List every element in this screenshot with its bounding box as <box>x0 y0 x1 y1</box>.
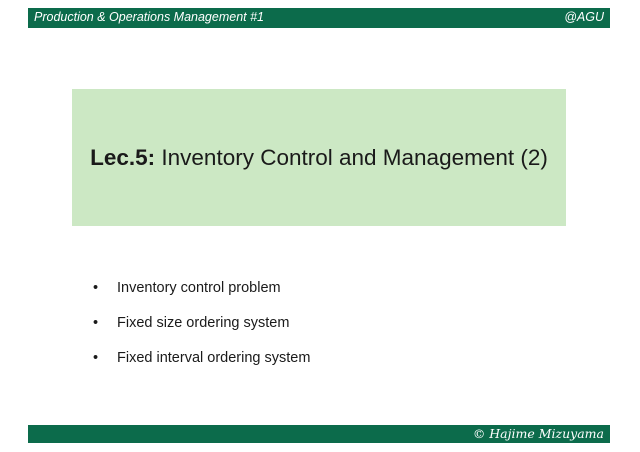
list-item-label: Fixed interval ordering system <box>117 350 311 366</box>
bullet-icon: • <box>93 280 99 296</box>
list-item <box>93 314 310 332</box>
header-bar <box>28 8 610 28</box>
list-item <box>93 279 310 297</box>
bullet-icon: • <box>93 315 99 331</box>
affiliation-label: @AGU <box>564 10 604 24</box>
topic-list <box>93 279 310 384</box>
lecture-number: Lec.5: <box>90 144 156 170</box>
footer-bar <box>28 425 610 443</box>
slide-title-box <box>72 89 566 226</box>
list-item-label: Fixed size ordering system <box>117 315 290 331</box>
list-item-label: Inventory control problem <box>117 280 281 296</box>
bullet-icon: • <box>93 350 99 366</box>
list-item <box>93 349 310 367</box>
copyright-text: © Hajime Mizuyama <box>472 426 604 441</box>
course-title: Production & Operations Management #1 <box>34 10 264 24</box>
slide-title: Inventory Control and Management (2) <box>155 144 548 170</box>
